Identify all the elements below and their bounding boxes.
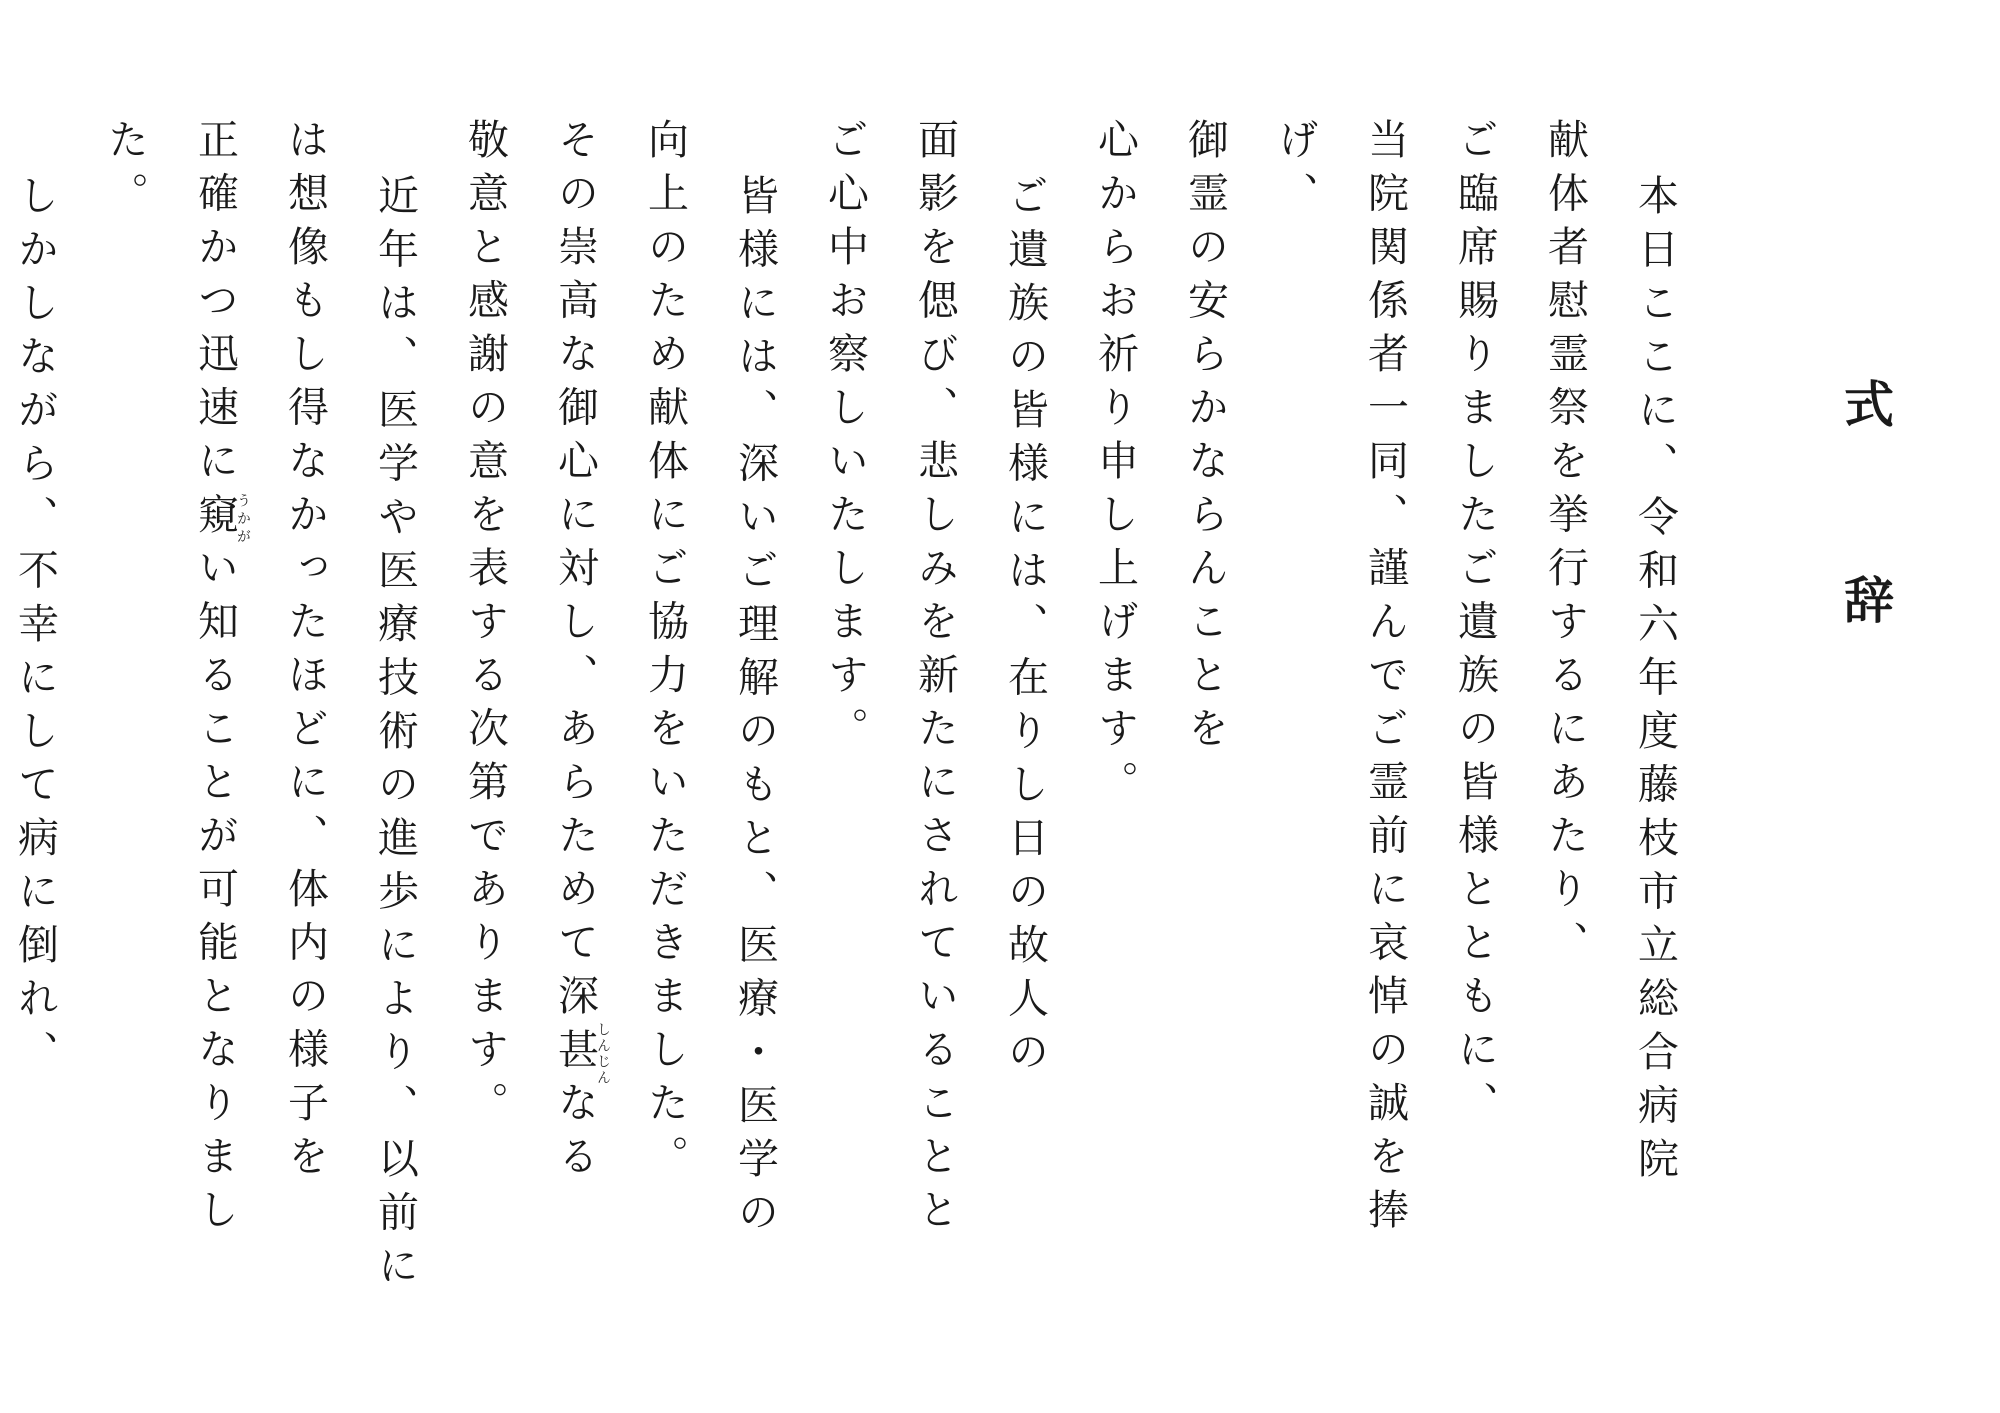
- text-line-11: 向上のため献体にご協力をいただきました。: [641, 118, 689, 1188]
- text-line-12: [530, 118, 620, 1338]
- text-line-12-after: なる: [551, 1081, 599, 1188]
- ruby-jinjin-reading: しんじん: [595, 1022, 611, 1087]
- text-line-15: は想像もし得なかったほどに、体内の様子を: [281, 118, 329, 1188]
- text-line-5: 御霊の安らかならんことを: [1181, 118, 1229, 760]
- text-line-3: ご臨席賜りましたご遺族の皆様とともに、: [1451, 118, 1499, 1135]
- text-line-1: 本日ここに、令和六年度藤枝市立総合病院: [1631, 174, 1679, 1191]
- ruby-jinjin: [551, 1022, 611, 1087]
- ruby-ukaga-base: 窺: [191, 492, 239, 546]
- text-line-16-after: い知ることが可能となりました。: [101, 118, 239, 1242]
- ruby-jinjin-base: 甚: [551, 1022, 599, 1087]
- text-line-7: ご遺族の皆様には、在りし日の故人の: [1001, 174, 1049, 1084]
- text-line-8: 面影を偲び、悲しみを新たにされていることと: [911, 118, 959, 1242]
- text-line-2: 献体者慰霊祭を挙行するにあたり、: [1541, 118, 1589, 974]
- text-line-12-before: その崇高な御心に対し、あらためて深: [551, 118, 599, 1028]
- text-line-14: 近年は、医学や医療技術の進歩により、以前に: [371, 174, 419, 1298]
- page-title: 式 辞: [1836, 378, 1895, 672]
- text-line-13: 敬意と感謝の意を表する次第であります。: [461, 118, 509, 1135]
- ruby-ukaga: [191, 492, 251, 547]
- text-line-10: 皆様には、深いご理解のもと、医療・医学の: [731, 174, 779, 1244]
- text-line-17: しかしながら、不幸にして病に倒れ、: [11, 174, 59, 1084]
- text-line-4: 当院関係者一同、謹んでご霊前に哀悼の誠を捧げ、: [1271, 118, 1409, 1242]
- address-body: [0, 118, 1700, 1338]
- ruby-ukaga-reading: うかが: [235, 492, 251, 546]
- text-line-16: [80, 118, 260, 1338]
- text-line-6: 心からお祈り申し上げます。: [1091, 118, 1139, 814]
- text-line-9: ご心中お察しいたします。: [821, 118, 869, 760]
- text-line-16-before: 正確かつ迅速に: [191, 118, 239, 493]
